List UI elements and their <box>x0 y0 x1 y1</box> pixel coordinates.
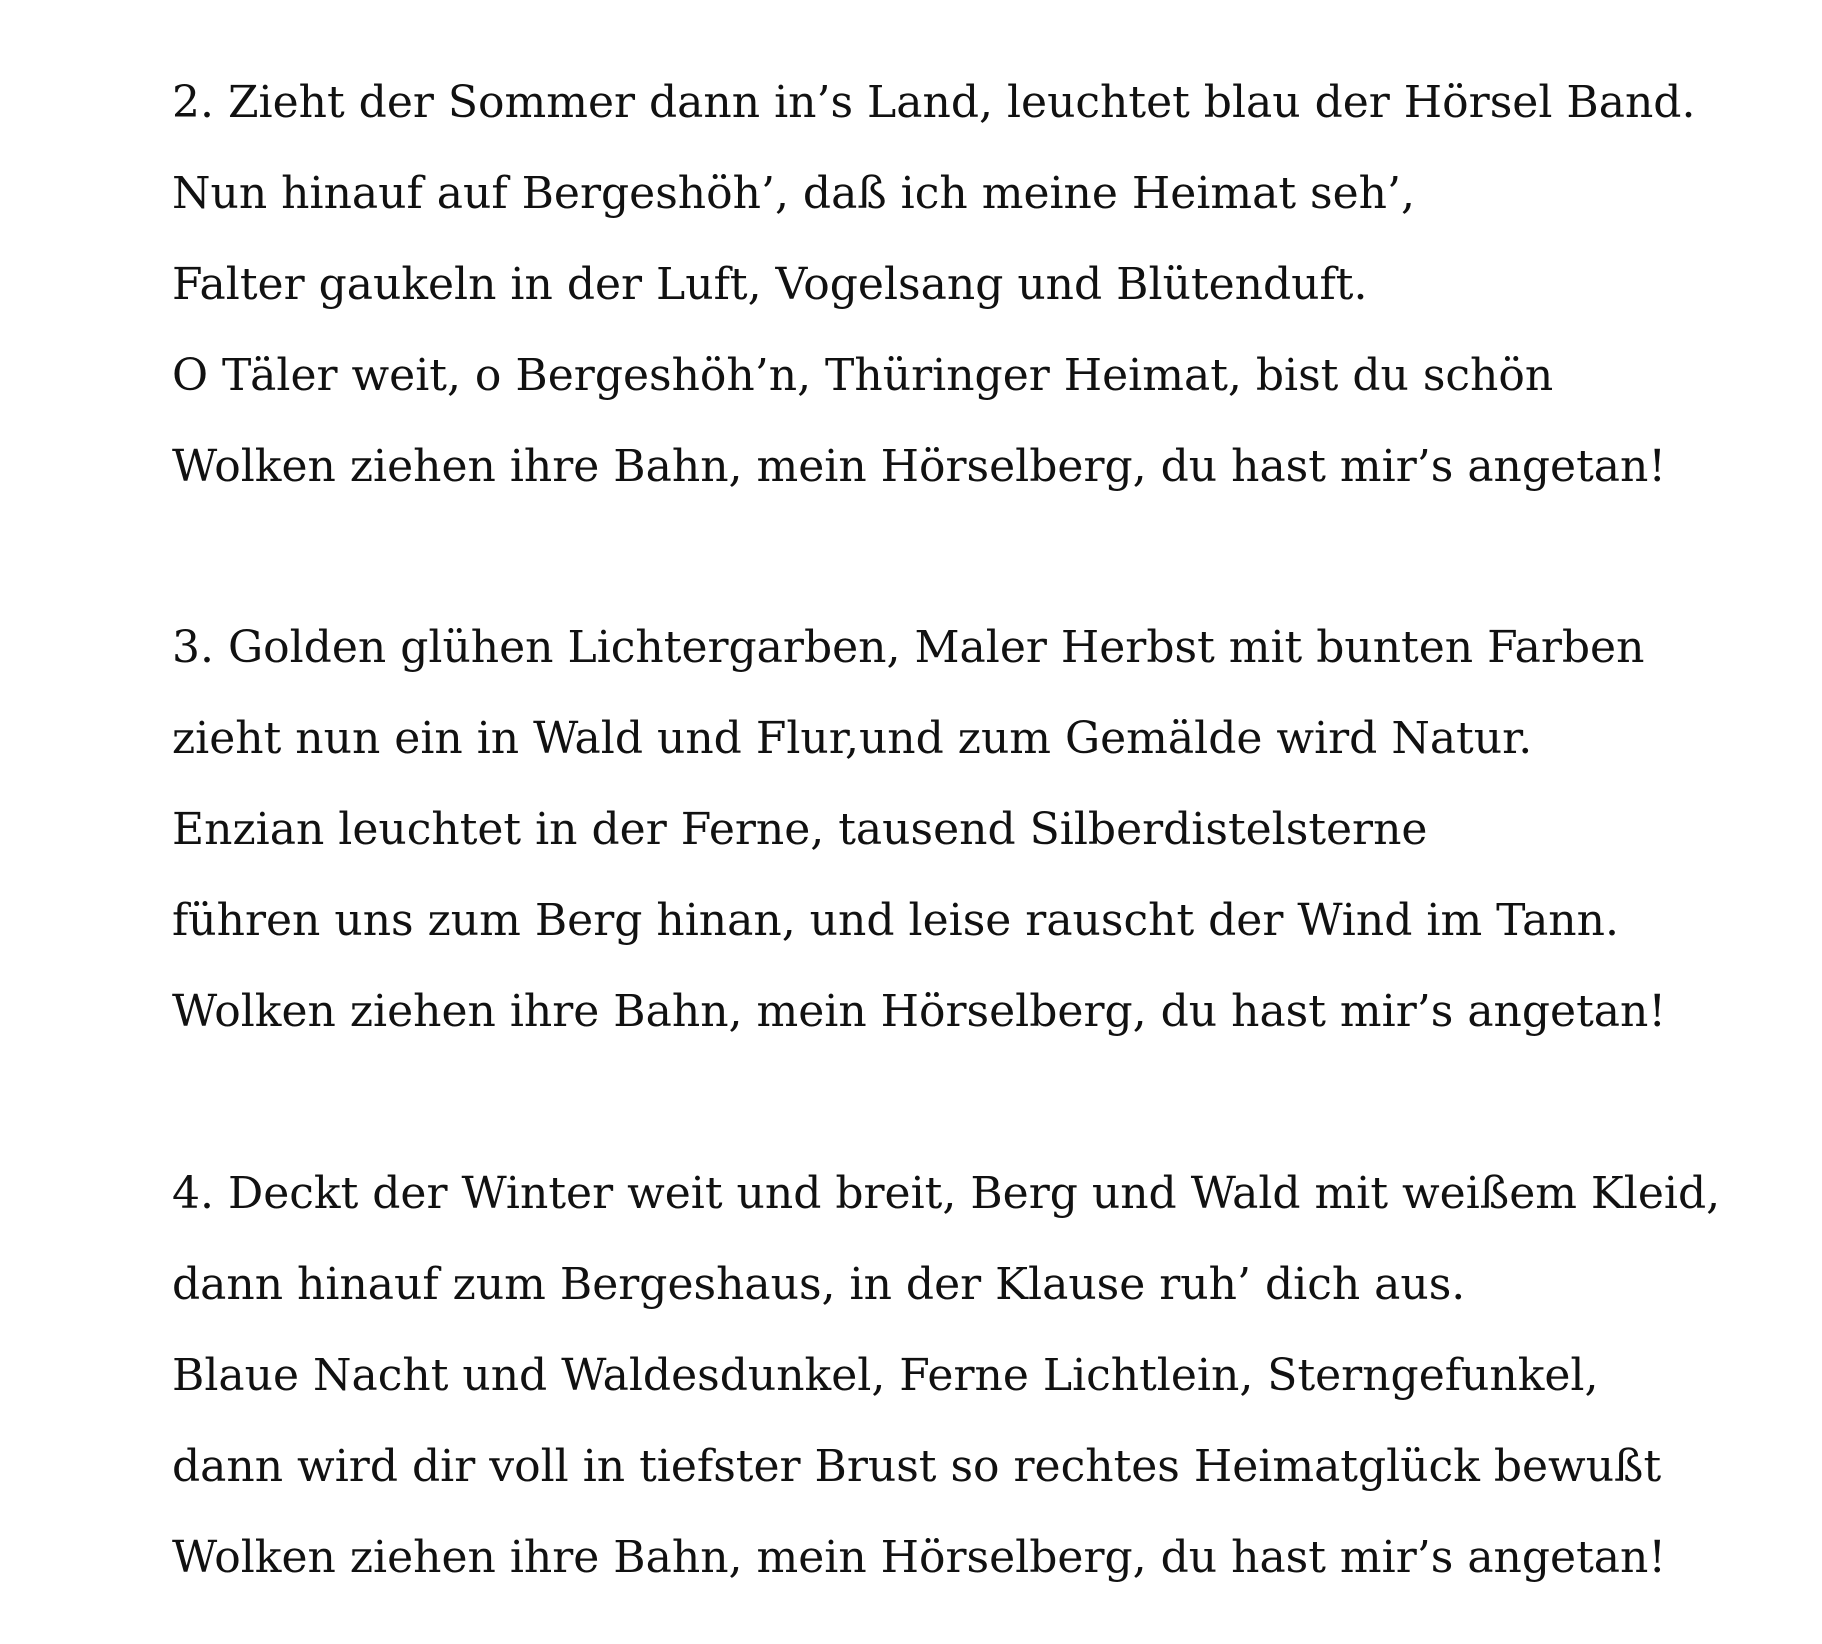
verse-line: Enzian leuchtet in der Ferne, tausend Silberdistelsterne <box>172 804 1428 855</box>
verse-line: führen uns zum Berg hinan, und leise rauscht der Wind im Tann. <box>172 895 1619 946</box>
verse-line: 3. Golden glühen Lichtergarben, Maler Herbst mit bunten Farben <box>172 622 1645 673</box>
stanza-3 <box>172 617 1732 1072</box>
verse-line: dann wird dir voll in tiefster Brust so rechtes Heimatglück bewußt <box>172 1441 1662 1492</box>
verse-line: zieht nun ein in Wald und Flur,und zum Gemälde wird Natur. <box>172 713 1533 764</box>
verse-line: Falter gaukeln in der Luft, Vogelsang und Blütenduft. <box>172 259 1368 310</box>
refrain-line: Wolken ziehen ihre Bahn, mein Hörselberg, du hast mir’s angetan! <box>172 1532 1667 1583</box>
verse-line: Blaue Nacht und Waldesdunkel, Ferne Lichtlein, Sterngefunkel, <box>172 1350 1599 1401</box>
verse-line: dann hinauf zum Bergeshaus, in der Klause ruh’ dich aus. <box>172 1259 1466 1310</box>
verse-line: 4. Deckt der Winter weit und breit, Berg und Wald mit weißem Kleid, <box>172 1168 1721 1219</box>
refrain-line: Wolken ziehen ihre Bahn, mein Hörselberg, du hast mir’s angetan! <box>172 441 1667 492</box>
verse-line: O Täler weit, o Bergeshöh’n, Thüringer Heimat, bist du schön <box>172 350 1554 401</box>
stanza-2 <box>172 72 1732 527</box>
verse-line: Nun hinauf auf Bergeshöh’, daß ich meine Heimat seh’, <box>172 168 1415 219</box>
verse-line: 2. Zieht der Sommer dann in’s Land, leuchtet blau der Hörsel Band. <box>172 77 1696 128</box>
stanza-4 <box>172 1163 1732 1618</box>
refrain-line: Wolken ziehen ihre Bahn, mein Hörselberg, du hast mir’s angetan! <box>172 986 1667 1037</box>
